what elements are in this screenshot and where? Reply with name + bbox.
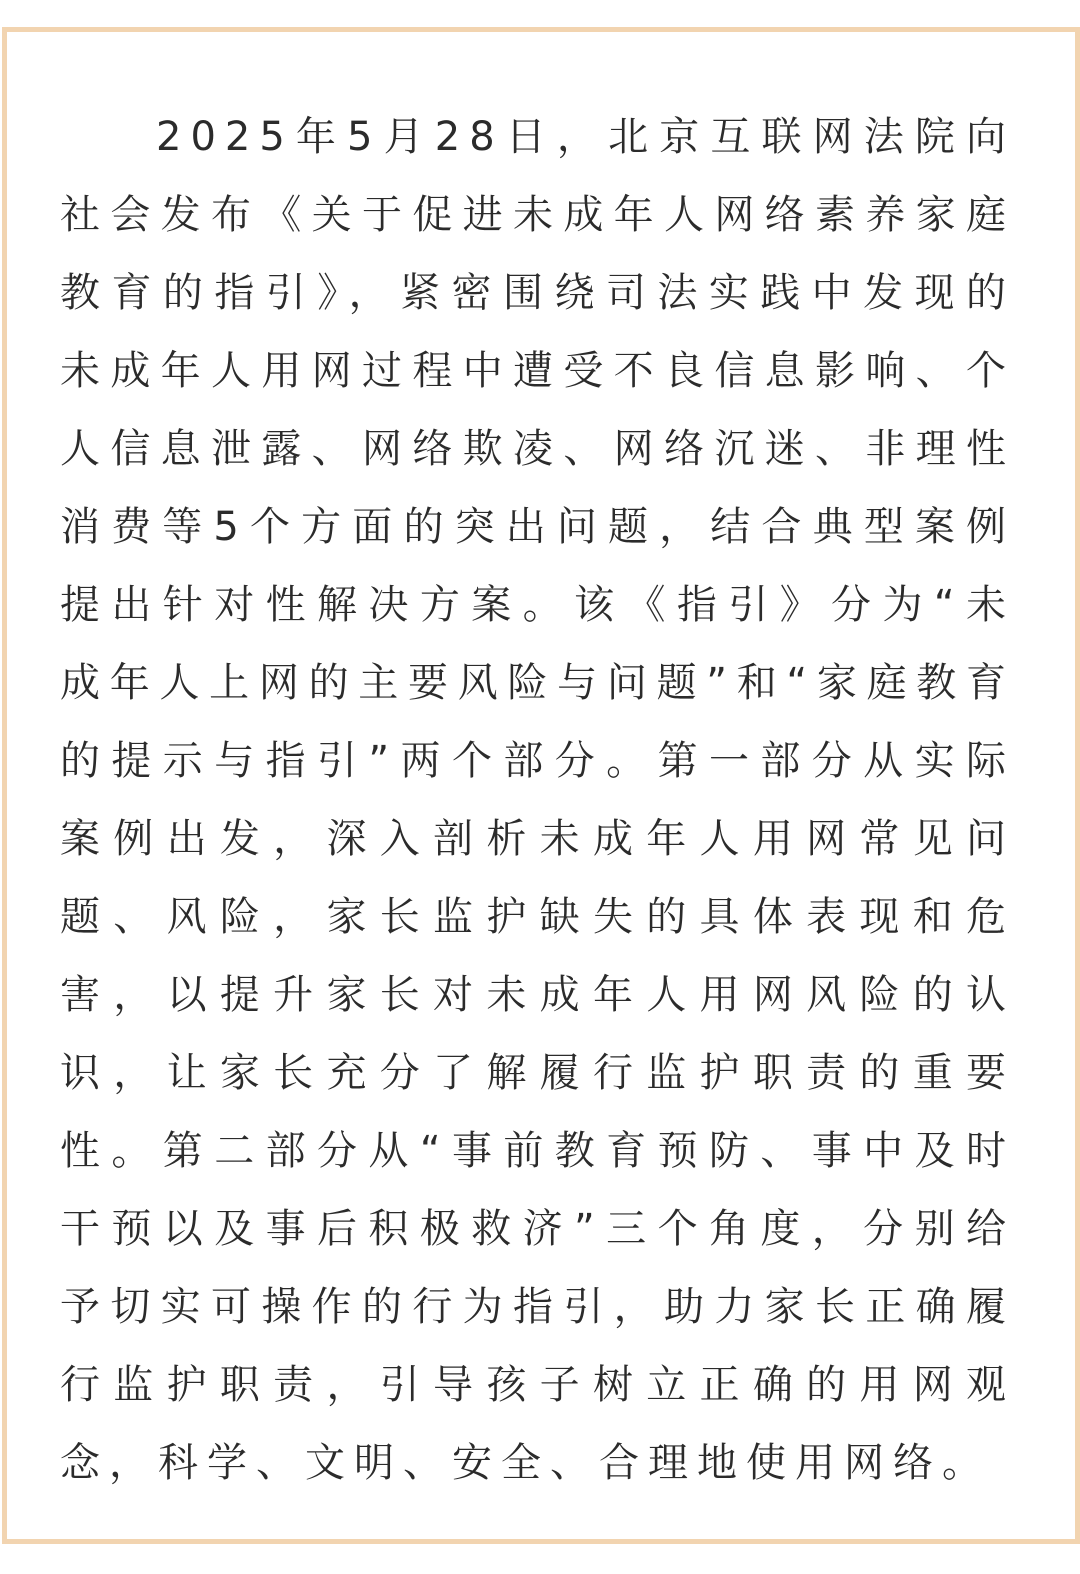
article-paragraph: 2025年5月28日，北京互联网法院向社会发布《关于促进未成年人网络素养家庭教育的指引》，紧密围绕司法实践中发现的未成年人用网过程中遭受不良信息影响、个人信息泄露、网络欺凌、网络沉迷、非理性消费等5个方面的突出问题，结合典型案例提出针对性解决方案。该《指引》分为“未成年人上网的主要风险与问题”和“家庭教育的提示与指引”两个部分。第一部分从实际案例出发，深入剖析未成年人用网常见问题、风险，家长监护缺失的具体表现和危害，以提升家长对未成年人用网风险的认识，让家长充分了解履行监护职责的重要性。第二部分从“事前教育预防、事中及时干预以及事后积极救济”三个角度，分别给予切实可操作的行为指引，助力家长正确履行监护职责，引导孩子树立正确的用网观念，科学、文明、安全、合理地使用网络。 <box>60 114 1015 1486</box>
